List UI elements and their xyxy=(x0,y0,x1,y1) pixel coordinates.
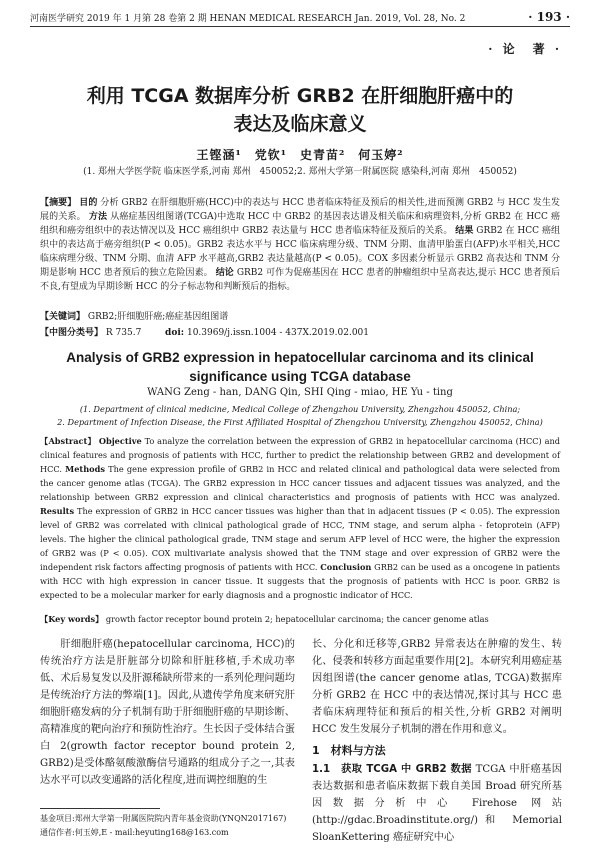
conclusion-en-text: GRB2 can be used as a oncogene in patients with HCC with high expression in cancer tissue. It suggests that the prognosis of patients with HCC is poor. GRB2 is expected to be a molecular marker for early diagnosis and a prognostic indicator of HCC. xyxy=(40,562,560,600)
results-en-text: The expression of GRB2 in HCC cancer tissues was higher than that in adjacent tissues (P < 0.05). The expression level of GRB2 was correlated with clinical pathological grade of HCC, TNM stage, and serum alpha - fetoprotein (AFP) levels. The higher the clinical pathological grade, TNM stage and serum AFP level of HCC were, the higher the expression of GRB2 was (P < 0.05). COX multivariate analysis showed that the TNM stage and over expression of GRB2 were the independent risk factors affecting prognosis of patients with HCC. xyxy=(40,506,560,572)
methods-en-text: The gene expression profile of GRB2 in HCC and related clinical and pathological data were selected from the cancer genome atlas (TCGA). The GRB2 expression in HCC cancer tissues and adjacent tissues was analyzed, and the relationship between GRB2 expression and clinical characteristics and prognosis of patients with HCC was analyzed. xyxy=(40,464,560,502)
body-left-column: 肝细胞肝癌(hepatocellular carcinoma, HCC)的传统治疗方法是肝脏部分切除和肝脏移植,手术成功率低、术后易复发以及肝源稀缺所带来的一系列伦理问题均是传统治疗方法的弊端[1]。因此,从遗传学角度来研究肝细胞肝癌发病的分子机制有助于肝细胞肝癌的早期诊断、高精准度的靶向治疗和预防性治疗。生长因子受体结合蛋白 2(growth factor receptor bound protein 2, GRB2)是受体酪氨酸激酶信号通路的组成分子之一,其表达水平可以改变通路的活化程度,进而调控细胞的生 xyxy=(40,639,295,786)
body-right-column xyxy=(312,636,562,846)
conclusion-label: 结论 xyxy=(215,268,234,278)
title-cn-line-2: 表达及临床意义 xyxy=(233,113,367,135)
body-right-intro: 长、分化和迁移等,GRB2 异常表达在肿瘤的发生、转化、侵袭和转移方面起重要作用[2]。本研究利用癌症基因组图谱(the cancer genome atlas, TCGA)数据库分析 GRB2 在 HCC 中的表达情况,探讨其与 HCC 患者临床病理特征和预后的相关性,分析 GRB2 对阐明 HCC 发生发展分子机制的潜在作用和意义。 xyxy=(312,639,562,735)
objective-text: 分析 GRB2 在肝细胞肝癌(HCC)中的表达与 HCC 患者临床特征及预后的相关性,进而预测 GRB2 与 HCC 发生发展的关系。 xyxy=(40,198,560,222)
abstract-label: 【摘要】 xyxy=(40,198,77,208)
keywords-en-text: growth factor receptor bound protein 2; hepatocellular carcinoma; the cancer genome atlas xyxy=(105,614,489,624)
page-number: · 193 · xyxy=(528,10,570,24)
title-cn-line-1: 利用 TCGA 数据库分析 GRB2 在肝细胞肝癌中的 xyxy=(86,85,514,107)
results-en-label: Results xyxy=(40,506,75,516)
doi-link[interactable]: 10.3969/j.issn.1004 - 437X.2019.02.001 xyxy=(186,328,370,338)
keywords-english xyxy=(40,614,560,625)
footnotes xyxy=(40,812,300,840)
journal-header: 河南医学研究 2019 年 1 月第 28 卷第 2 期 HENAN MEDICAL RESEARCH Jan. 2019, Vol. 28, No. 2 xyxy=(30,13,466,24)
keywords-chinese xyxy=(40,310,560,324)
affiliation-en-line-2: 2. Department of Infection Disease, the First Affiliated Hospital of Zhengzhou University, Zhengzhou 450052, China) xyxy=(57,417,543,427)
methods-en-label: Methods xyxy=(65,464,105,474)
keywords-en-label: 【Key words】 xyxy=(40,614,104,624)
subsection-text: TCGA 中肝癌基因表达数据和患者临床数据下载自美国 Broad 研究所基因数据分析中心 Firehose 网站(http://gdac.Broadinstitute.org/)和 Memorial SloanKettering 癌症研究中心 xyxy=(312,764,562,843)
subsection-paragraph xyxy=(312,761,562,846)
doi-label: doi: xyxy=(165,328,185,338)
abstract-chinese xyxy=(40,196,560,294)
conclusion-en-label: Conclusion xyxy=(320,562,372,572)
abstract-english xyxy=(40,434,560,602)
footnote-fund: 基金项目:郑州大学第一附属医院院内青年基金资助(YNQN2017167) xyxy=(40,814,287,823)
metadata-chinese xyxy=(40,310,560,342)
subsection-heading: 1.1 获取 TCGA 中 GRB2 数据 xyxy=(312,764,472,775)
section-heading: 1 材料与方法 xyxy=(312,744,386,757)
section-label: · 论 著 · xyxy=(488,42,562,56)
title-chinese xyxy=(40,82,560,138)
footnote-rule xyxy=(40,808,160,809)
title-english xyxy=(40,348,560,386)
objective-en-label: Objective xyxy=(98,436,142,446)
classification-row xyxy=(40,326,560,340)
conclusion-text: GRB2 可作为促癌基因在 HCC 患者的肿瘤组织中呈高表达,提示 HCC 患者预后不良,有望成为早期诊断 HCC 的分子标志物和判断预后的指标。 xyxy=(40,268,560,292)
objective-label: 目的 xyxy=(79,198,98,208)
results-label: 结果 xyxy=(455,226,474,236)
keywords-text: GRB2;肝细胞肝癌;癌症基因组图谱 xyxy=(87,312,229,322)
running-header xyxy=(30,10,570,24)
header-rule xyxy=(30,26,570,27)
authors-chinese: 王铿涵¹ 党钦¹ 史青苗² 何玉婷² xyxy=(196,148,404,162)
affiliation-chinese: (1. 郑州大学医学院 临床医学系,河南 郑州 450052;2. 郑州大学第一附属医院 感染科,河南 郑州 450052) xyxy=(83,167,517,177)
affiliation-english xyxy=(40,403,560,429)
title-en-line-2: significance using TCGA database xyxy=(189,369,411,384)
objective-en-text: To analyze the correlation between the expression of GRB2 in hepatocellular carcinoma (HCC) and clinical features and prognosis of patients with HCC, further to predict the relationship between GRB2 and development of HCC. xyxy=(40,436,560,474)
affiliation-en-line-1: (1. Department of clinical medicine, Medical College of Zhengzhou University, Zhengzhou 450052, China; xyxy=(79,404,521,414)
results-text: GRB2 在 HCC 癌组织中的表达高于癌旁组织(P < 0.05)。GRB2 表达水平与 HCC 临床病理分级、TNM 分期、血清甲胎蛋白(AFP)水平相关,HCC 临床病理分级、TNM 分期、血清 AFP 水平越高,GRB2 表达量越高(P < 0.05)。COX 多因素分析显示 GRB2 高表达和 TNM 分期是影响 HCC 患者预后的独立危险因素。 xyxy=(40,226,560,278)
clc-code: R 735.7 xyxy=(105,328,142,338)
authors-english: WANG Zeng - han, DANG Qin, SHI Qing - miao, HE Yu - ting xyxy=(147,387,453,398)
methods-label: 方法 xyxy=(88,212,108,222)
clc-label: 【中图分类号】 xyxy=(40,328,104,338)
keywords-label: 【关键词】 xyxy=(40,312,86,322)
footnote-contact: 通信作者:何玉婷,E - mail:heyuting168@163.com xyxy=(40,828,229,837)
abstract-en-label: 【Abstract】 xyxy=(40,436,96,446)
title-en-line-1: Analysis of GRB2 expression in hepatocellular carcinoma and its clinical xyxy=(66,350,534,365)
methods-text: 从癌症基因组图谱(TCGA)中选取 HCC 中 GRB2 的基因表达谱及相关临床和病理资料,分析 GRB2 在 HCC 癌组织和癌旁组织中的表达情况以及 HCC 癌组织中 GRB2 表达量与 HCC 患者临床特征及预后的关系。 xyxy=(40,212,560,236)
